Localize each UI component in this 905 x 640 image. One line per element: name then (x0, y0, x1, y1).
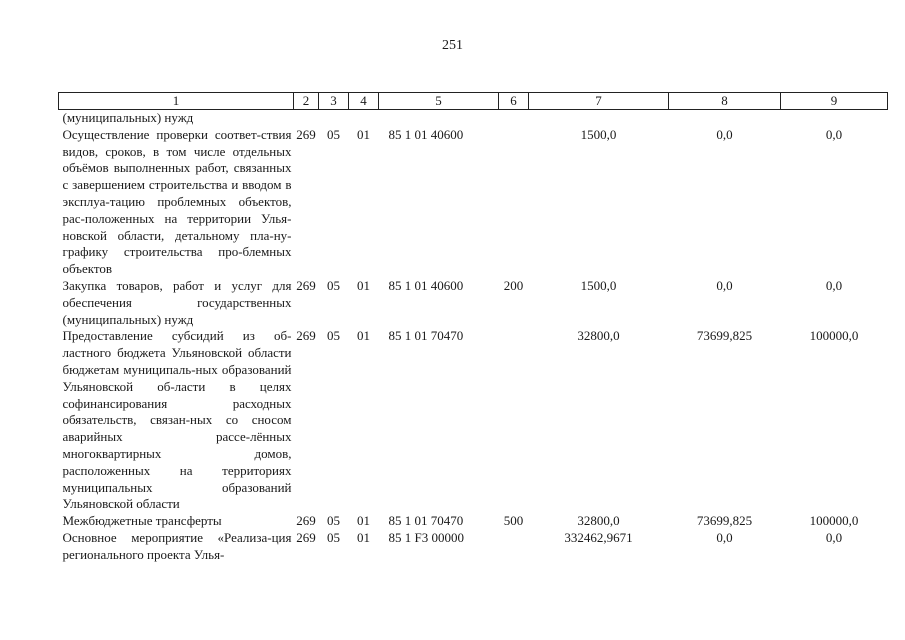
row-admin-code: 269 (296, 529, 316, 545)
row-subsection (349, 110, 379, 127)
header-col-3: 3 (319, 93, 349, 110)
row-name: Предоставление субсидий из об-ластного бюджета Ульяновской области бюджетам муниципаль-ных образований Ульяновской об-ласти в целях софинансирования расходных обязательств, связан-ных со сносом аварийных рассе-лённых многоквартирных домов, расположенных на территориях муниципальных образований Ульяновской области (62, 328, 292, 512)
row-admin-code (294, 110, 319, 127)
row-target-code: 85 1 01 70470 (388, 328, 464, 344)
row-admin-code: 269 (296, 328, 316, 344)
row-subsection: 01 (357, 126, 370, 142)
row-value-1: 32800,0 (577, 328, 620, 344)
row-value-1: 1500,0 (580, 126, 617, 142)
row-expense-type: 500 (503, 513, 524, 529)
table-row (59, 110, 888, 127)
row-section: 05 (327, 277, 340, 293)
row-expense-type (499, 530, 529, 564)
row-target-code: 85 1 01 40600 (388, 277, 464, 293)
row-value-2 (669, 110, 781, 127)
row-target-code: 85 1 01 40600 (388, 126, 464, 142)
row-target-code (379, 110, 499, 127)
row-value-2: 0,0 (716, 126, 733, 142)
row-name: Основное мероприятие «Реализа-ция регионального проекта Улья- (62, 529, 292, 562)
header-col-9: 9 (781, 93, 888, 110)
table-row (59, 530, 888, 564)
row-subsection: 01 (357, 328, 370, 344)
row-admin-code: 269 (296, 126, 316, 142)
row-value-1: 1500,0 (580, 277, 617, 293)
row-admin-code: 269 (296, 513, 316, 529)
row-value-3: 100000,0 (809, 328, 859, 344)
row-value-1 (529, 110, 669, 127)
row-value-1: 332462,9671 (564, 529, 633, 545)
row-section: 05 (327, 529, 340, 545)
row-subsection: 01 (357, 513, 370, 529)
row-value-3 (781, 110, 888, 127)
row-expense-type (499, 328, 529, 513)
page-number: 251 (442, 38, 463, 53)
row-section: 05 (327, 513, 340, 529)
header-col-5: 5 (379, 93, 499, 110)
row-value-3: 100000,0 (809, 513, 859, 529)
row-name: (муниципальных) нужд (62, 110, 194, 125)
row-name: Осуществление проверки соответ-ствия видов, сроков, в том числе отдельных объёмов выполненных работ, связанных с завершением строительства и вводом в эксплуа-тацию проблемных объектов, рас-положенных на территории Улья-новской области, детальному пла-ну-графику строительства про-блемных объектов (62, 126, 292, 277)
row-value-2: 0,0 (716, 277, 733, 293)
table-row (59, 127, 888, 278)
header-col-6: 6 (499, 93, 529, 110)
row-expense-type: 200 (503, 277, 524, 293)
row-name: Закупка товаров, работ и услуг для обеспечения государственных (муниципальных) нужд (62, 277, 292, 327)
header-col-4: 4 (349, 93, 379, 110)
row-value-3: 0,0 (825, 277, 843, 293)
table-row (59, 513, 888, 530)
row-section: 05 (327, 126, 340, 142)
row-expense-type (499, 110, 529, 127)
header-col-1: 1 (59, 93, 294, 110)
row-section: 05 (327, 328, 340, 344)
row-target-code: 85 1 F3 00000 (388, 529, 464, 545)
header-col-2: 2 (294, 93, 319, 110)
row-section (319, 110, 349, 127)
header-col-8: 8 (669, 93, 781, 110)
row-value-1: 32800,0 (577, 513, 620, 529)
row-value-2: 73699,825 (696, 513, 753, 529)
table-row (59, 278, 888, 328)
header-row (59, 93, 888, 110)
row-expense-type (499, 127, 529, 278)
row-subsection: 01 (357, 277, 370, 293)
row-value-2: 0,0 (716, 529, 733, 545)
row-subsection: 01 (357, 529, 370, 545)
row-name: Межбюджетные трансферты (62, 513, 222, 529)
budget-table (58, 92, 888, 564)
row-value-3: 0,0 (825, 529, 843, 545)
row-admin-code: 269 (296, 277, 316, 293)
row-value-3: 0,0 (825, 126, 843, 142)
row-value-2: 73699,825 (696, 328, 753, 344)
header-col-7: 7 (529, 93, 669, 110)
table-row (59, 328, 888, 513)
row-target-code: 85 1 01 70470 (388, 513, 464, 529)
